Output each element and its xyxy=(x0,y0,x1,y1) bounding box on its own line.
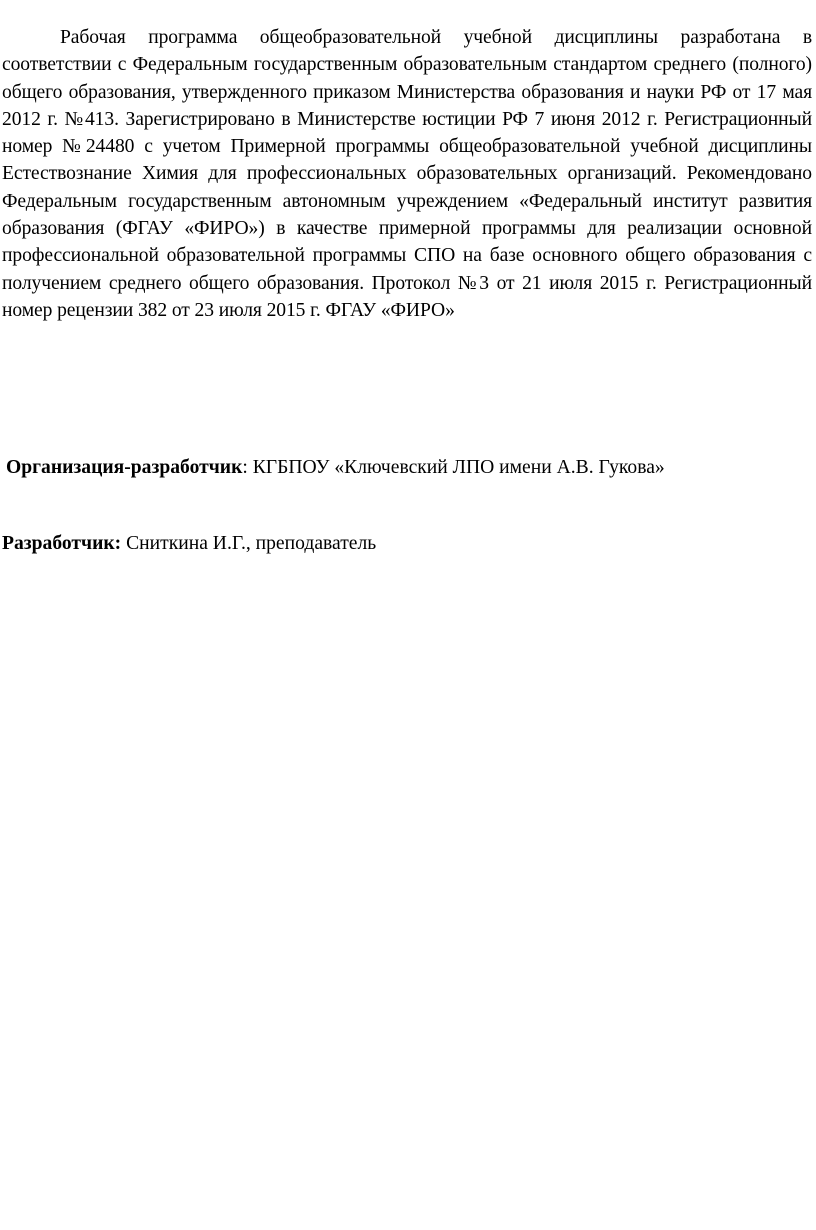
intro-paragraph: Рабочая программа общеобразовательной учебной дисциплины разработана в соответствии с Федеральным государственным образовательным стандартом среднего (полного) общего образования, утвержденного приказом Министерства образования и науки РФ от 17 мая 2012 г. №413. Зарегистрировано в Министерстве юстиции РФ 7 июня 2012 г. Регистрационный номер №24480 с учетом Примерной программы общеобразовательной учебной дисциплины Естествознание Химия для профессиональных образовательных организаций. Рекомендовано Федеральным государственным автономным учреждением «Федеральный институт развития образования (ФГАУ «ФИРО») в качестве примерной программы для реализации основной профессиональной образовательной программы СПО на базе основного общего образования с получением среднего общего образования. Протокол №3 от 21 июля 2015 г. Регистрационный номер рецензии 382 от 23 июля 2015 г. ФГАУ «ФИРО» xyxy=(2,27,812,321)
developer-label: Разработчик: xyxy=(2,533,122,554)
developer-value: Сниткина И.Г., преподаватель xyxy=(121,533,377,554)
organization-separator: : xyxy=(242,457,248,478)
organization-label: Организация-разработчик xyxy=(6,457,243,478)
developer-line xyxy=(2,530,376,557)
organization-value: КГБПОУ «Ключевский ЛПО имени А.В. Гукова» xyxy=(247,457,665,478)
organization-line xyxy=(6,454,665,481)
